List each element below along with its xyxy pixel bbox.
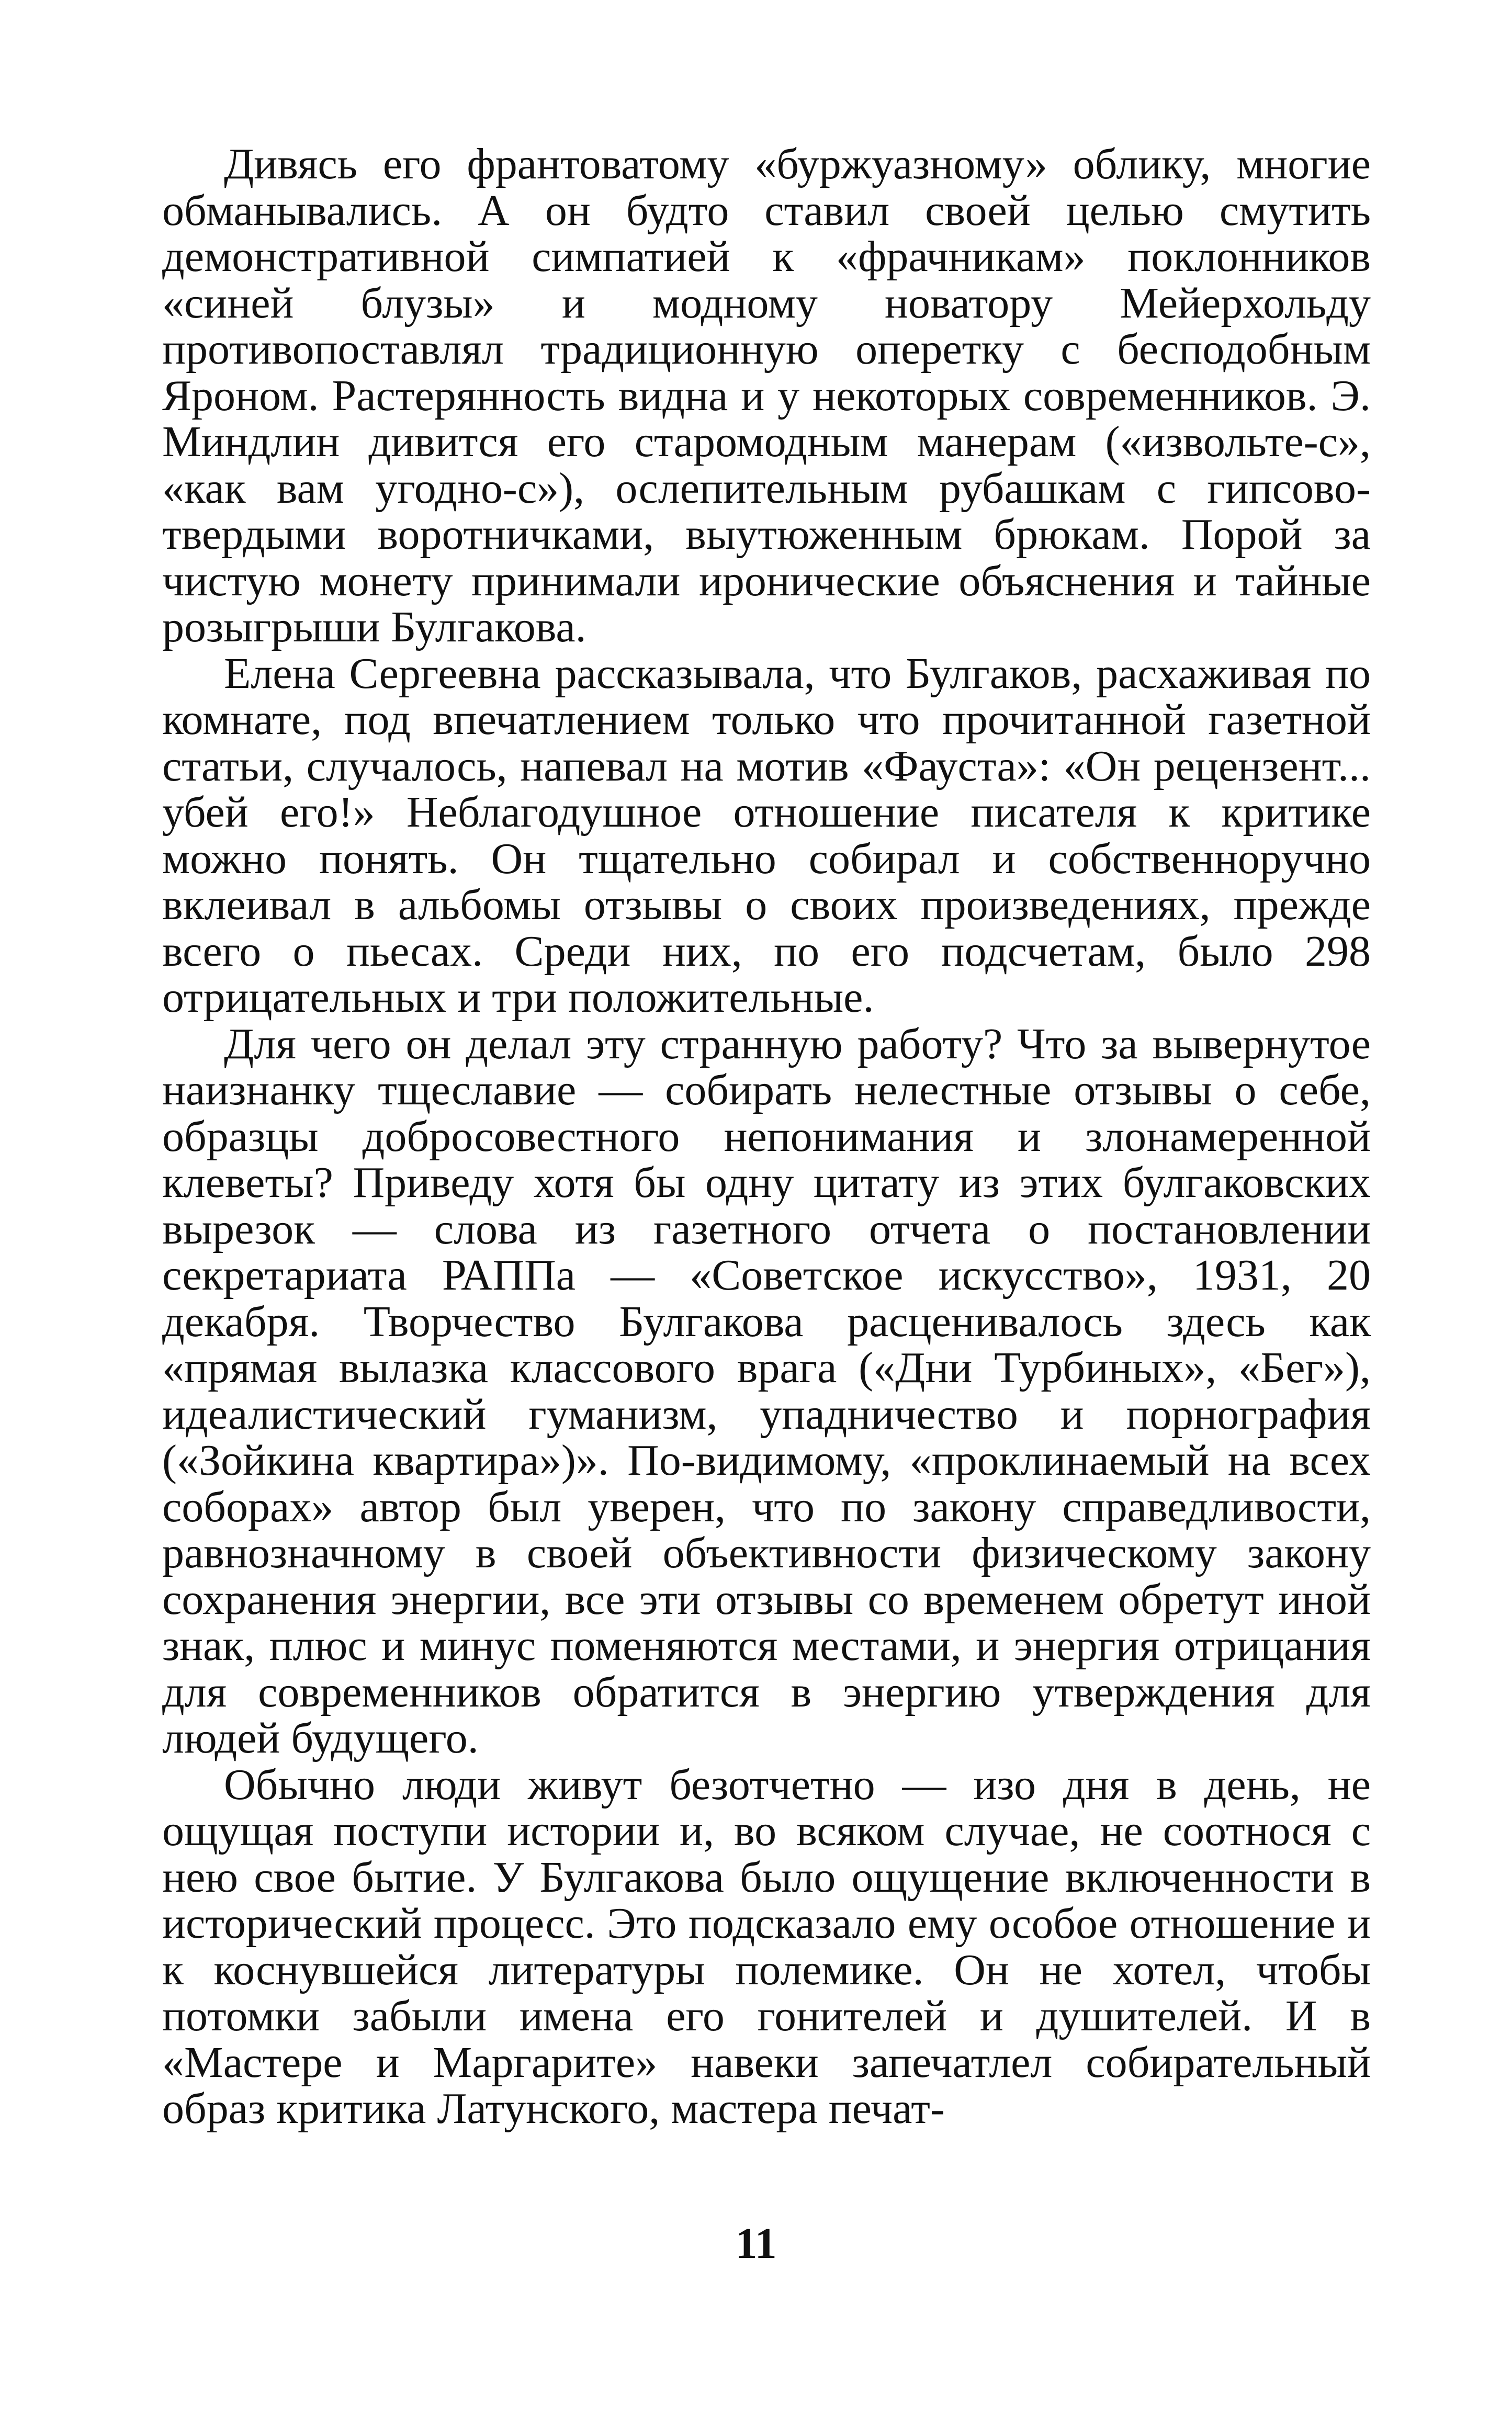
paragraph-4: Обычно люди живут безотчетно — изо дня в день, не ощущая поступи истории и, во всяком случае, не соотнося с нею свое бытие. У Булгакова было ощущение включенности в исторический процесс. Это подсказало ему особое отношение и к коснувшейся литературы полемике. Он не хотел, чтобы потомки забыли имена его гонителей и душителей. И в «Мастере и Маргарите» навеки запечатлел собирательный образ критика Латунского, мастера печат-	[162, 1760, 1371, 2133]
paragraph-3: Для чего он делал эту странную работу? Что за вывернутое наизнанку тщеславие — собирать нелестные отзывы о себе, образцы добросовестного непонимания и злонамеренной клеветы? Приведу хотя бы одну цитату из этих булгаковских вырезок — слова из газетного отчета о постановлении секретариата РАППа — «Советское искусство», 1931, 20 декабря. Творчество Булгакова расценивалось здесь как «прямая вылазка классового врага («Дни Турбиных», «Бег»), идеалистический гуманизм, упадничество и порнография («Зойкина квартира»)». По-видимому, «проклинаемый на всех соборах» автор был уверен, что по закону справедливости, равнозначному в своей объективности физическому закону сохранения энергии, все эти отзывы со временем обретут иной знак, плюс и минус поменяются местами, и энергия отрицания для современников обратится в энергию утверждения для людей будущего.	[162, 1019, 1371, 1762]
paragraph-2: Елена Сергеевна рассказывала, что Булгаков, расхаживая по комнате, под впечатлением только что прочитанной газетной статьи, случалось, напевал на мотив «Фауста»: «Он рецензент... убей его!» Неблагодушное отношение писателя к критике можно понять. Он тщательно собирал и собственноручно вклеивал в альбомы отзывы о своих произведениях, прежде всего о пьесах. Среди них, по его подсчетам, было 298 отрицательных и три положительные.	[162, 649, 1371, 1022]
body-text	[162, 141, 1371, 2132]
paragraph-1: Дивясь его франтоватому «буржуазному» облику, многие обманывались. А он будто ставил своей целью смутить демонстративной симпатией к «фрачникам» поклонников «синей блузы» и модному новатору Мейерхольду противопоставлял традиционную оперетку с бесподобным Яроном. Растерянность видна и у некоторых современников. Э. Миндлин дивится его старомодным манерам («извольте-с», «как вам угодно-с»), ослепительным рубашкам с гипсово-твердыми воротничками, выутюженным брюкам. Порой за чистую монету принимали иронические объяснения и тайные розыгрыши Булгакова.	[162, 140, 1371, 651]
page-number: 11	[735, 2219, 777, 2268]
